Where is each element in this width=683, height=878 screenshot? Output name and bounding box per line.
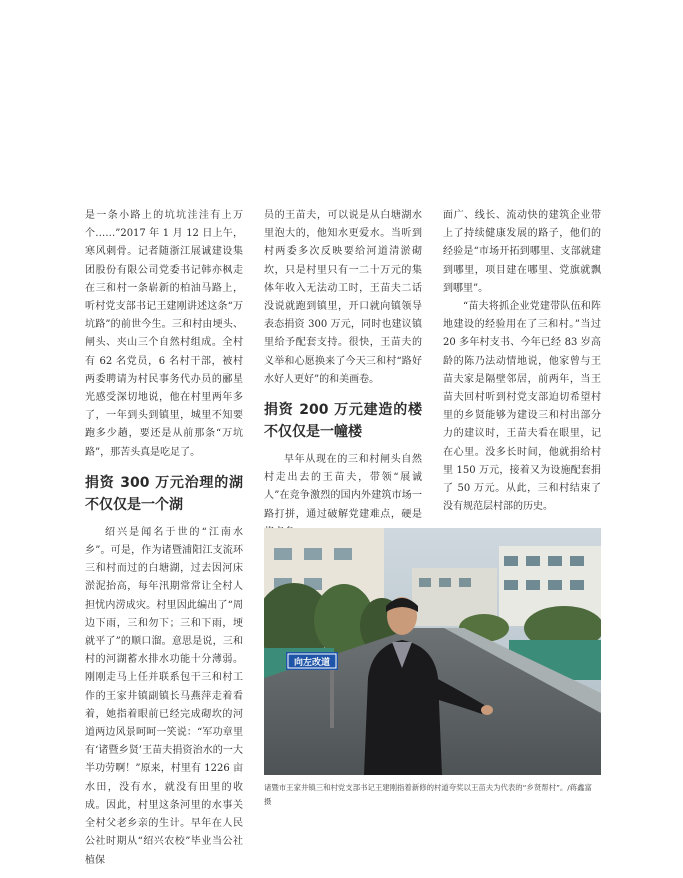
paragraph: 是一条小路上的坑坑洼洼有上万个……”2017 年 1 月 12 日上午，寒风刺骨。记者随浙江展诚建设集团股份有限公司党委书记韩亦枫走在三和村一条崭新的柏油马路上，听村党支部书记王建刚讲述这条“万坑路”的前世今生。三和村由埂头、闸头、夹山三个自然村组成。全村有 62 名党员，6 名村干部，被村两委聘请为村民事务代办员的郦星光感受深切地说，他在村里两年多了，一年到头到镇里，城里不知要跑多少趟，要还是从前那条“万坑路”，那苦头真是吃足了。 — [85, 210, 243, 458]
photo-caption: 诸暨市王家井镇三和村党支部书记王建刚指着新修的村道夸奖以王苗夫为代表的“乡贤帮村”。/蒋鑫富 摄 — [264, 783, 592, 806]
paragraph: 员的王苗夫，可以说是从白塘湖水里泡大的，他知水更爱水。当听到村两委多次反映要给河道清淤砌坎，只是村里只有一二十万元的集体年收入无法动工时，王苗夫二话没说就跑到镇里，开口就向镇领导表态捐资 300 万元，同时也建议镇里给予配套支持。很快，王苗夫的义举和心愿换来了今天三和村“路好水好人更好”的和美画卷。 — [264, 210, 422, 385]
village-road-photo — [264, 528, 601, 775]
text-column-1 — [85, 207, 243, 870]
paragraph: 早年从现在的三和村闸头自然村走出去的王苗夫，带领“展诚人”在竞争激烈的国内外建筑市场一路打拼，通过破解党建难点，硬是 — [264, 454, 422, 520]
paragraph: “苗夫将抓企业党建带队伍和阵地建设的经验用在了三和村。”当过 20 多年村支书、今年已经 83 岁高龄的陈乃法动情地说，他家曾与王苗夫家是隔壁邻居，前两年，当王苗夫回村听到村党支部迫切希望村里的乡贤能够为建设三和村出部分力的建议时，王苗夫看在眼里，记在心里。没多长时间，他就捐给村里 150 万元，接着又为设施配套捐了 50 万元。从此，三和村结束了没有规范层村部的历史。 — [443, 301, 601, 513]
road-sign-text: 向左改道 — [293, 658, 331, 668]
section-heading-1: 捐资 300 万元治理的湖不仅仅是一个湖 — [85, 474, 243, 513]
paragraph: 面广、线长、流动快的建筑企业带上了持续健康发展的路子，他们的经验是“市场开拓到哪里、支部就建到哪里，项目建在哪里、党旗就飘到哪里”。 — [443, 210, 601, 294]
text-column-2 — [264, 207, 422, 542]
text-column-3 — [443, 207, 601, 516]
paragraph: 绍兴是闻名于世的“江南水乡”。可是，作为诸暨浦阳江支流环三和村而过的白塘湖，过去因河床淤泥抬高，每年汛期常常让全村人担忧内涝成灾。村里因此编出了“周边下雨，三和勿下；三和下雨，埂就平了”的顺口溜。意思是说，三和村的河湖蓄水排水功能十分薄弱。刚刚走马上任并联系包干三和村工作的王家井镇副镇长马燕萍走着看着，她指着眼前已经完成砌坎的河道两边风景呵呵一笑说：“军功章里有‘诸暨乡贤’王苗夫捐资治水的一大半功劳啊！”原来，村里有 1226 亩水田，没有水，就没有田里的收成。因此，村里这条河里的水事关全村父老乡亲的生计。早年在人民公社时期从“绍兴农校”毕业当公社植保 — [85, 526, 243, 866]
section-heading-2: 捐资 200 万元建造的楼不仅仅是一幢楼 — [264, 402, 422, 441]
